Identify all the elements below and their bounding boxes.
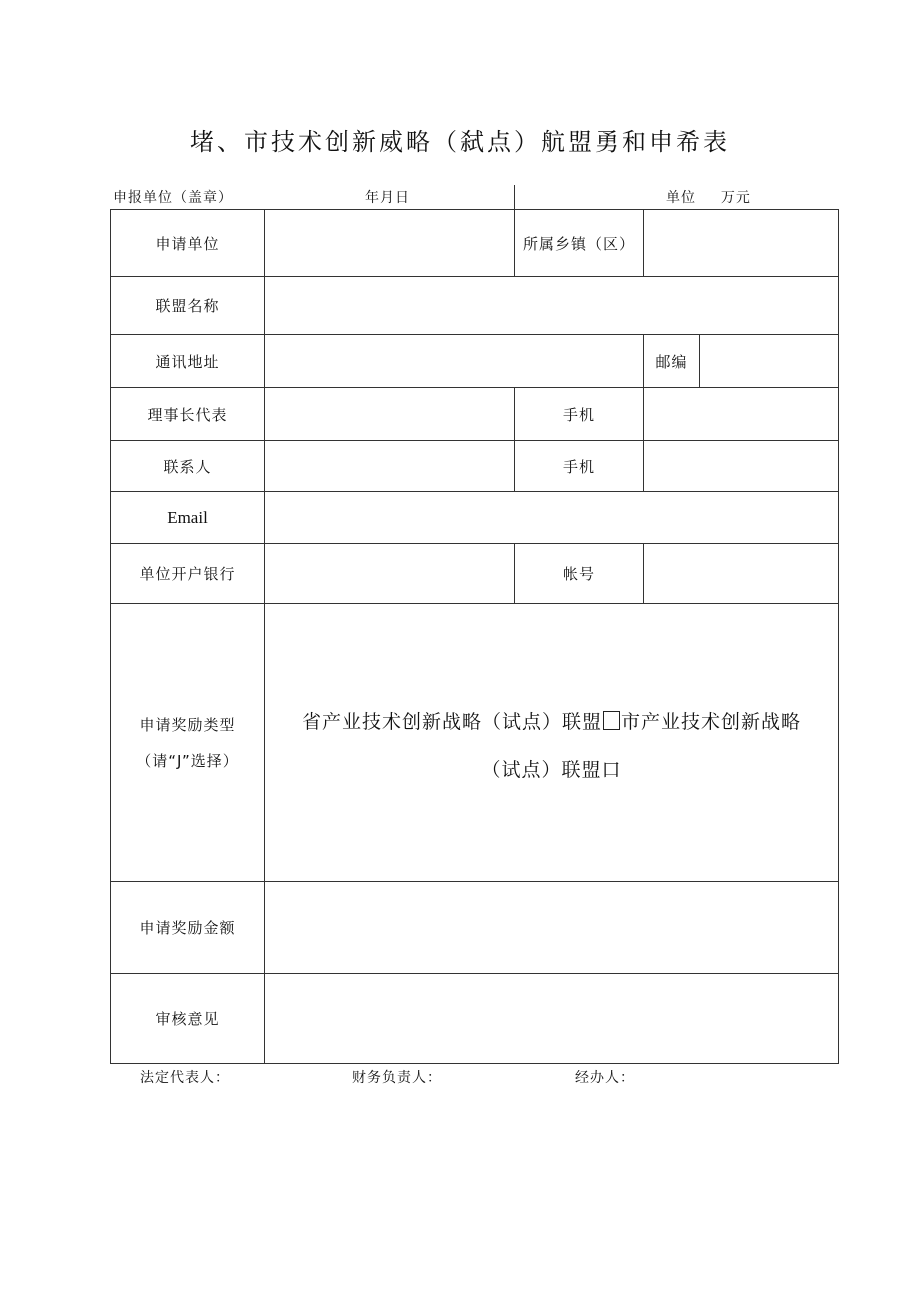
postcode-field[interactable] bbox=[700, 335, 839, 388]
applicant-field[interactable] bbox=[265, 210, 515, 277]
email-label: Email bbox=[111, 492, 265, 544]
account-field[interactable] bbox=[644, 544, 839, 604]
handler-signature-label: 经办人： bbox=[575, 1070, 635, 1086]
contact-phone-label: 手机 bbox=[515, 441, 644, 492]
date-label: 年月日 bbox=[365, 190, 410, 206]
chairman-field[interactable] bbox=[265, 388, 515, 441]
unit-value-text: 万元 bbox=[720, 190, 751, 206]
address-label: 通讯地址 bbox=[111, 335, 265, 388]
legal-representative-signature-label: 法定代表人： bbox=[140, 1070, 230, 1086]
award-type-label: 申请奖励类型 bbox=[139, 715, 236, 734]
award-option-municipal-label-line1: 市产业技术创新战略 bbox=[621, 711, 802, 733]
review-label: 审核意见 bbox=[111, 974, 265, 1064]
township-label: 所属乡镇（区） bbox=[515, 210, 644, 277]
township-field[interactable] bbox=[644, 210, 839, 277]
chairman-phone-field[interactable] bbox=[644, 388, 839, 441]
email-field[interactable] bbox=[265, 492, 839, 544]
postcode-label: 邮编 bbox=[644, 335, 700, 388]
award-option-provincial-label: 省产业技术创新战略（试点）联盟 bbox=[301, 711, 602, 733]
review-field[interactable] bbox=[265, 974, 839, 1064]
unit-label-text: 单位 bbox=[666, 190, 696, 206]
award-type-hint: （请“J”选择） bbox=[136, 751, 239, 770]
contact-label: 联系人 bbox=[111, 441, 265, 492]
award-amount-field[interactable] bbox=[265, 882, 839, 974]
header-divider bbox=[514, 185, 515, 209]
finance-head-signature-label: 财务负责人： bbox=[352, 1070, 442, 1086]
applicant-label: 申请单位 bbox=[111, 210, 265, 277]
page-title: 堵、市技术创新威略（弑点）航盟勇和申希表 bbox=[190, 128, 730, 156]
alliance-name-label: 联盟名称 bbox=[111, 277, 265, 335]
bank-field[interactable] bbox=[265, 544, 515, 604]
award-amount-label: 申请奖励金额 bbox=[111, 882, 265, 974]
award-option-provincial-checkbox[interactable] bbox=[603, 711, 620, 730]
chairman-label: 理事长代表 bbox=[111, 388, 265, 441]
chairman-phone-label: 手机 bbox=[515, 388, 644, 441]
contact-field[interactable] bbox=[265, 441, 515, 492]
award-type-options-line-1 bbox=[275, 698, 828, 746]
applicant-unit-stamp-label: 申报单位（盖章） bbox=[113, 190, 233, 206]
address-field[interactable] bbox=[265, 335, 644, 388]
award-type-label-cell bbox=[111, 604, 265, 882]
award-option-municipal-label-line2[interactable]: （试点）联盟口 bbox=[481, 759, 622, 781]
unit-label bbox=[666, 187, 751, 207]
application-form-table bbox=[110, 209, 839, 1064]
account-label: 帐号 bbox=[515, 544, 644, 604]
contact-phone-field[interactable] bbox=[644, 441, 839, 492]
bank-label: 单位开户银行 bbox=[111, 544, 265, 604]
alliance-name-field[interactable] bbox=[265, 277, 839, 335]
award-type-options-cell bbox=[265, 604, 839, 882]
